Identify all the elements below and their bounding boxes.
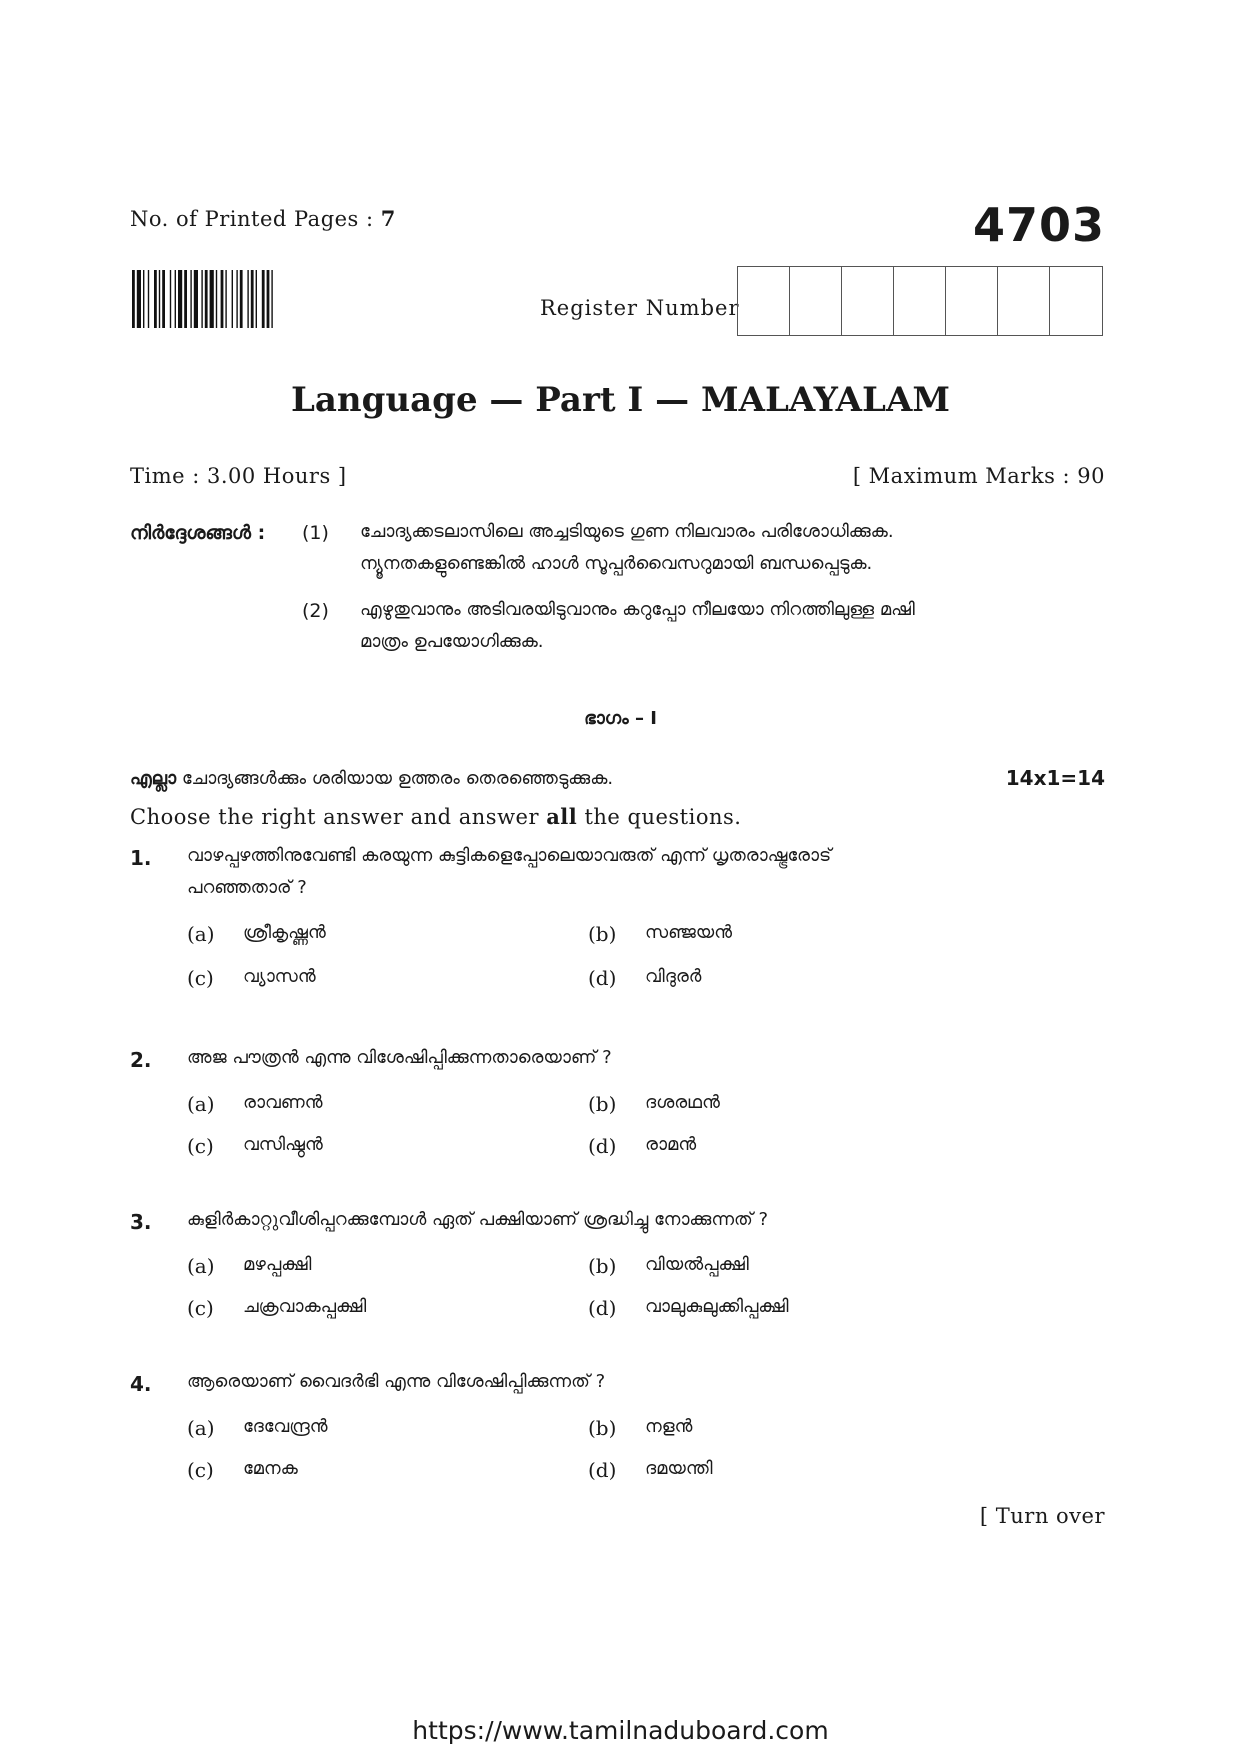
instruction-number: (2): [302, 600, 329, 622]
register-digit-box[interactable]: [790, 267, 842, 335]
barcode-bar: [216, 270, 217, 328]
printed-pages-line: [130, 206, 396, 231]
option-text[interactable]: വ്യാസൻ: [243, 966, 316, 987]
register-digit-box[interactable]: [842, 267, 894, 335]
instruction-line: മാത്രം ഉപയോഗിക്കുക.: [360, 631, 544, 652]
directions-ml-rest: ചോദ്യങ്ങൾക്കും ശരിയായ ഉത്തരം തെരഞ്ഞെടുക്കുക.: [176, 768, 614, 789]
barcode-bar: [247, 270, 248, 328]
instructions-heading: നിർദ്ദേശങ്ങൾ :: [130, 522, 266, 544]
option-text[interactable]: ശ്രീകൃഷ്ണൻ: [243, 922, 326, 943]
barcode-bar: [232, 270, 233, 328]
option-letter: (d): [588, 1134, 617, 1158]
option-text[interactable]: ദശരഥൻ: [645, 1092, 720, 1113]
barcode-bar: [132, 270, 135, 328]
question-number: 4.: [130, 1372, 152, 1396]
option-text[interactable]: ദേവേന്ദ്രൻ: [243, 1416, 328, 1437]
paper-title: Language — Part I — MALAYALAM: [291, 380, 950, 420]
question-text: [187, 1042, 1097, 1074]
option-letter: (d): [588, 1296, 617, 1320]
barcode-bar: [221, 270, 224, 328]
directions-en-bold: all: [546, 804, 578, 829]
barcode-bar: [178, 270, 182, 328]
barcode-bar: [251, 270, 254, 328]
barcode-bar: [159, 270, 160, 328]
option-letter: (d): [588, 966, 617, 990]
barcode-bar: [137, 270, 141, 328]
barcode-bar: [256, 270, 257, 328]
barcode-bar: [205, 270, 208, 328]
paper-code: 4703: [972, 198, 1105, 252]
option-text[interactable]: ദമയന്തി: [645, 1458, 713, 1479]
question-line: കുളിർകാറ്റുവീശിപ്പറക്കുമ്പോൾ ഏത് പക്ഷിയാണ് ശ്രദ്ധിച്ചു നോക്കുന്നത് ?: [187, 1209, 769, 1230]
question-number: 3.: [130, 1210, 152, 1234]
option-letter: (b): [588, 1416, 617, 1440]
printed-pages-label: No. of Printed Pages :: [130, 207, 374, 231]
option-letter: (c): [187, 1458, 214, 1482]
option-text[interactable]: വസിഷ്ഠൻ: [243, 1134, 323, 1155]
option-text[interactable]: നളൻ: [645, 1416, 693, 1437]
option-letter: (b): [588, 922, 617, 946]
barcode-bar: [194, 270, 198, 328]
barcode-image: [132, 270, 358, 328]
register-digit-box[interactable]: [894, 267, 946, 335]
turn-over-note: [ Turn over: [979, 1504, 1105, 1528]
exam-time: Time : 3.00 Hours ]: [130, 464, 347, 488]
barcode-bar: [190, 270, 191, 328]
instruction-line: ചോദ്യക്കടലാസിലെ അച്ചടിയുടെ ഗുണ നിലവാരം പരിശോധിക്കുക.: [360, 521, 894, 542]
question-text: [187, 1204, 1097, 1236]
question-line: പറഞ്ഞതാര് ?: [187, 877, 307, 898]
option-text[interactable]: വാലുകുലുക്കിപ്പക്ഷി: [645, 1296, 789, 1317]
option-letter: (c): [187, 966, 214, 990]
instruction-text: [360, 594, 1110, 658]
instruction-line: എഴുതുവാനും അടിവരയിടുവാനും കറുപ്പോ നീലയോ നിറത്തിലുള്ള മഷി: [360, 599, 915, 620]
register-digit-box[interactable]: [1050, 267, 1102, 335]
option-letter: (b): [588, 1254, 617, 1278]
part-heading: ഭാഗം – I: [584, 708, 657, 729]
option-text[interactable]: രാവണൻ: [243, 1092, 323, 1113]
barcode-bar: [175, 270, 176, 328]
instruction-line: ന്യൂനതകളുണ്ടെങ്കിൽ ഹാൾ സൂപ്പർവൈസറുമായി ബന്ധപ്പെടുക.: [360, 553, 873, 574]
directions-english: [130, 804, 741, 829]
barcode-bar: [262, 270, 265, 328]
option-text[interactable]: വിയൽപ്പക്ഷി: [645, 1254, 749, 1275]
question-text: [187, 1366, 1097, 1398]
instruction-number: (1): [302, 522, 329, 544]
barcode-bar: [162, 270, 165, 328]
barcode-bar: [210, 270, 214, 328]
directions-ml-bold: എല്ലാ: [130, 768, 177, 789]
register-digit-box[interactable]: [738, 267, 790, 335]
option-letter: (a): [187, 1416, 215, 1440]
option-letter: (a): [187, 922, 215, 946]
directions-malayalam: [130, 768, 613, 789]
option-text[interactable]: ചക്രവാകപ്പക്ഷി: [243, 1296, 367, 1317]
option-letter: (c): [187, 1134, 214, 1158]
barcode-bar: [225, 270, 226, 328]
option-letter: (c): [187, 1296, 214, 1320]
barcode-bar: [236, 270, 237, 328]
printed-pages-value: 7: [380, 206, 396, 231]
barcode-bar: [143, 270, 144, 328]
question-number: 1.: [130, 846, 152, 870]
register-number-label: Register Number: [540, 296, 740, 320]
footer-url-link[interactable]: https://www.tamilnaduboard.com: [412, 1716, 829, 1745]
barcode-bar: [271, 270, 272, 328]
option-letter: (b): [588, 1092, 617, 1116]
question-line: വാഴപ്പഴത്തിനുവേണ്ടി കരയുന്ന കുട്ടികളെപ്പോലെയാവരുത് എന്ന് ധൃതരാഷ്ട്രരോട്: [187, 845, 832, 866]
option-letter: (a): [187, 1254, 215, 1278]
barcode-bar: [148, 270, 149, 328]
barcode-bar: [184, 270, 187, 328]
question-number: 2.: [130, 1048, 152, 1072]
barcode-bar: [154, 270, 157, 328]
barcode-bar: [267, 270, 270, 328]
question-line: അജ പൗത്രൻ എന്നു വിശേഷിപ്പിക്കുന്നതാരെയാണ് ?: [187, 1047, 612, 1068]
question-line: ആരെയാണ് വൈദർഭി എന്നു വിശേഷിപ്പിക്കുന്നത് ?: [187, 1371, 606, 1392]
directions-en-before: Choose the right answer and answer: [130, 805, 547, 829]
option-text[interactable]: മഴപ്പക്ഷി: [243, 1254, 312, 1275]
instruction-text: [360, 516, 1110, 580]
question-text: [187, 840, 1097, 904]
barcode-bar: [240, 270, 243, 328]
option-letter: (d): [588, 1458, 617, 1482]
option-text[interactable]: വിദുരർ: [645, 966, 702, 987]
register-digit-box[interactable]: [998, 267, 1050, 335]
option-text[interactable]: സഞ്ജയൻ: [645, 922, 733, 943]
option-text[interactable]: മേനക: [243, 1458, 298, 1479]
barcode-bar: [201, 270, 202, 328]
directions-en-after: the questions.: [577, 805, 742, 829]
barcode-bar: [170, 270, 171, 328]
option-text[interactable]: രാമൻ: [645, 1134, 697, 1155]
section-marks: 14x1=14: [1005, 766, 1105, 790]
register-digit-box[interactable]: [946, 267, 998, 335]
maximum-marks: [ Maximum Marks : 90: [852, 464, 1105, 488]
register-number-boxes[interactable]: [737, 266, 1103, 336]
option-letter: (a): [187, 1092, 215, 1116]
